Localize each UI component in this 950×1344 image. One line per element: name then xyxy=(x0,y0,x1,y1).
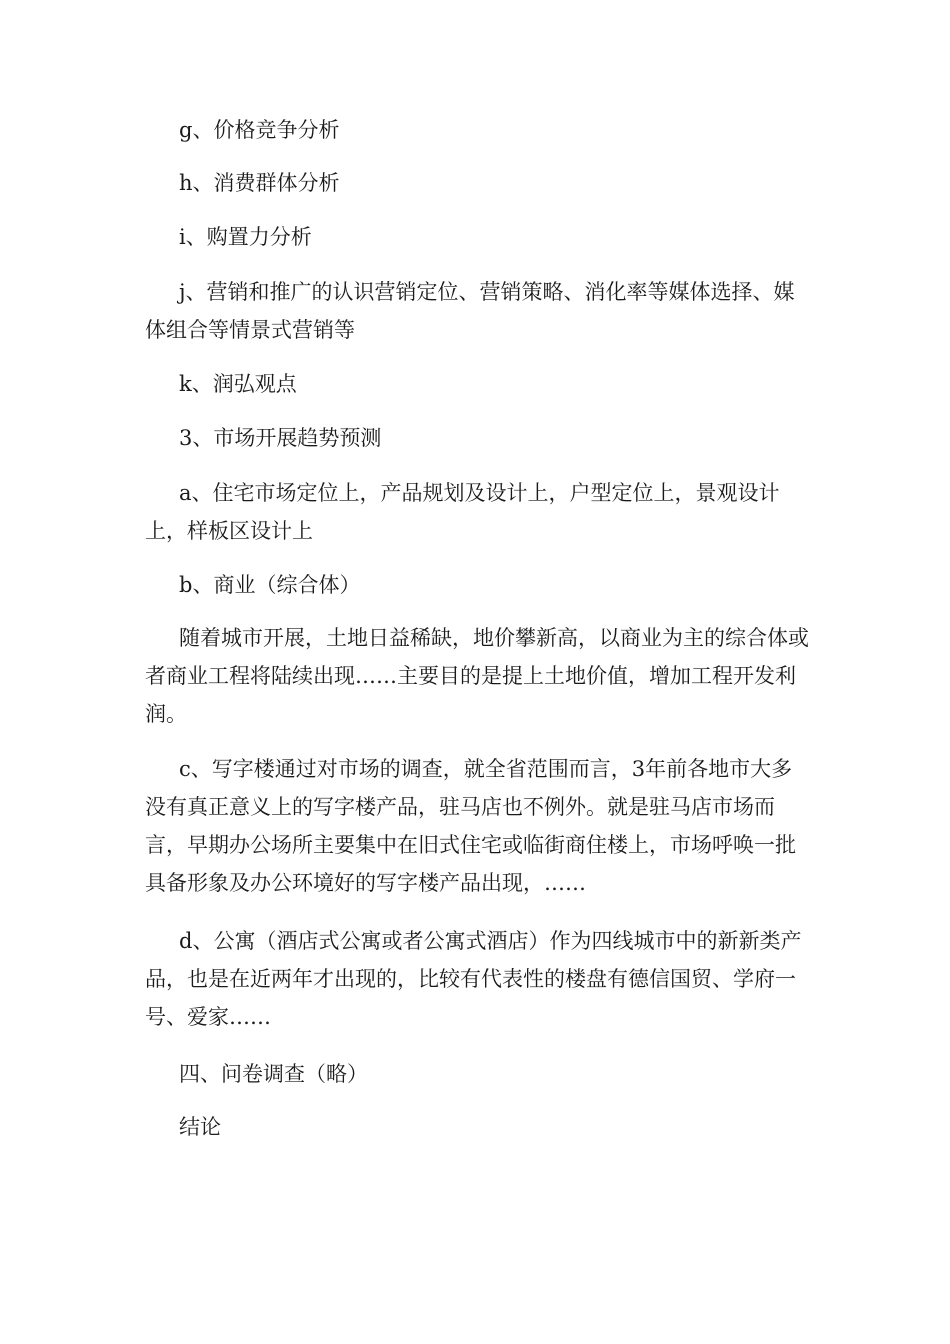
section-4-heading: 四、问卷调查（略） xyxy=(179,1062,368,1086)
item-d-apartment: d、公寓（酒店式公寓或者公寓式酒店）作为四线城市中的新新类产品，也是在近两年才出现的，比较有代表性的楼盘有德信国贸、学府一号、爱家…… xyxy=(145,929,802,1029)
section-3-heading: 3、市场开展趋势预测 xyxy=(179,426,382,450)
item-h-consumer-groups: h、消费群体分析 xyxy=(179,171,340,195)
item-c-office: c、写字楼通过对市场的调查，就全省范围而言，3年前各地市大多没有真正意义上的写字楼产品，驻马店也不例外。就是驻马店市场而言，早期办公场所主要集中在旧式住宅或临街商住楼上，市场呼唤一批具备形象及办公环境好的写字楼产品出现，…… xyxy=(145,757,796,895)
item-b-commercial: b、商业（综合体） xyxy=(179,573,361,597)
item-k-viewpoint: k、润弘观点 xyxy=(179,372,297,396)
item-a-residential: a、住宅市场定位上，产品规划及设计上，户型定位上，景观设计上，样板区设计上 xyxy=(145,481,780,543)
commercial-paragraph: 随着城市开展，土地日益稀缺，地价攀新高，以商业为主的综合体或者商业工程将陆续出现……主要目的是提上土地价值，增加工程开发利润。 xyxy=(145,626,809,726)
item-i-purchasing-power: i、购置力分析 xyxy=(179,225,312,249)
conclusion-heading: 结论 xyxy=(179,1115,221,1139)
item-j-marketing: j、营销和推广的认识营销定位、营销策略、消化率等媒体选择、媒体组合等情景式营销等 xyxy=(145,280,795,342)
item-g-price-competition: g、价格竞争分析 xyxy=(179,118,340,142)
